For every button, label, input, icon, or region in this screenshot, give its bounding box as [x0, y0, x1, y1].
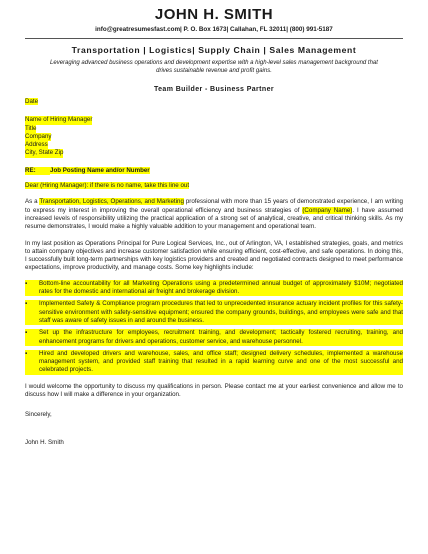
bullet-text: Bottom-line accountability for all Marketing Operations using a predetermined annual budget of approximately $10M; negotiated rates for the domestic and international air freight and brokerage division. — [39, 279, 403, 296]
recipient-address-line: Address — [25, 141, 48, 149]
re-label: RE: — [25, 167, 50, 175]
re-line — [25, 167, 403, 175]
salutation: Dear (Hiring Manager): if there is no name, take this line out — [25, 182, 190, 190]
date-line — [25, 98, 403, 106]
intro-text-3: . I have assumed increased levels of responsibility utilizing the practical application of a strong set of analytical, creative, and critical thinking skills. As my resume demonstrates, I would make a highly valuable addition to your management and operational team. — [25, 206, 403, 231]
applicant-name: JOHN H. SMITH — [154, 6, 274, 23]
bullet-icon: ▪ — [25, 349, 28, 357]
tagline: Leveraging advanced business operations and development expertise with a high-level sales management background that drives sustainable revenue and profit gains. — [50, 60, 378, 74]
body-paragraph: In my last position as Operations Principal for Pure Logical Services, Inc., out of Arlington, VA, I established strategies, goals, and metrics to attain company objectives and increase customer satisfaction while ensuring efficient, cost-effective, and safe operations. In doing this, I successfully built long-term partnerships with key logistics providers and created and negotiated contracts designed to meet performance expectations, improve productivity, and manage costs. Some key highlights include: — [25, 239, 403, 272]
intro-highlight-company: (Company Name) — [302, 206, 353, 214]
sub-heading: Team Builder - Business Partner — [153, 86, 275, 93]
re-value: Job Posting Name and/or Number — [50, 166, 150, 174]
list-item — [25, 350, 403, 375]
recipient-title: Title — [25, 124, 37, 132]
recipient-company: Company — [25, 132, 52, 140]
header-divider — [25, 38, 403, 39]
intro-text-2: professional with more than 15 years of demonstrated experience, I am writing to express my interest in improving the overall operational efficiency and business strategies of — [25, 198, 403, 214]
list-item — [25, 300, 403, 325]
signoff: Sincerely, — [25, 411, 52, 419]
recipient-name: Name of Hiring Manager — [25, 116, 93, 124]
bullet-text: Implemented Safety & Compliance program procedures that led to unprecedented insurance actuary incident profiles for this safety-sensitive environment with safety-sensitive equipment; ensured the company grounds, buildings, and employees were safe and that staff was aware of safety issues in and around the business. — [39, 300, 403, 324]
date-placeholder: Date — [25, 98, 39, 105]
intro-text-1: As a — [25, 198, 40, 206]
intro-highlight-fields: Transportation, Logistics, Operations, and Marketing — [39, 198, 184, 206]
professional-headline: Transportation | Logistics| Supply Chain | Sales Management — [71, 45, 357, 55]
bullet-icon: ▪ — [25, 279, 28, 287]
bullet-text: Hired and developed drivers and warehouse, sales, and office staff; designed delivery schedules, implemented a warehouse management system, and provided staff training that resulted in a rapid learning curve and one of the most successful and celebrated projects. — [39, 349, 403, 374]
bullet-icon: ▪ — [25, 329, 28, 337]
bullet-icon: ▪ — [25, 300, 28, 308]
bullet-text: Set up the infrastructure for employees, recruitment training, and development; tactically fostered recruiting, training, and enhancement programs for drivers and operations, customer service, and warehouse personnel. — [39, 329, 403, 345]
contact-line: info@greatresumesfast.com| P. O. Box 1673| Callahan, FL 32011| (800) 991-5187 — [95, 26, 333, 33]
signature-name: John H. Smith — [25, 438, 64, 446]
closing-paragraph: I would welcome the opportunity to discuss my qualifications in person. Please contact me at your earliest convenience and allow me to discuss how I will make a difference in your organization. — [25, 382, 403, 399]
highlights-list — [25, 280, 403, 375]
recipient-address — [25, 116, 403, 157]
list-item — [25, 329, 403, 346]
recipient-city-state-zip: City, State Zip — [25, 149, 64, 157]
salutation-line — [25, 182, 403, 190]
intro-paragraph — [25, 198, 403, 231]
list-item — [25, 280, 403, 297]
